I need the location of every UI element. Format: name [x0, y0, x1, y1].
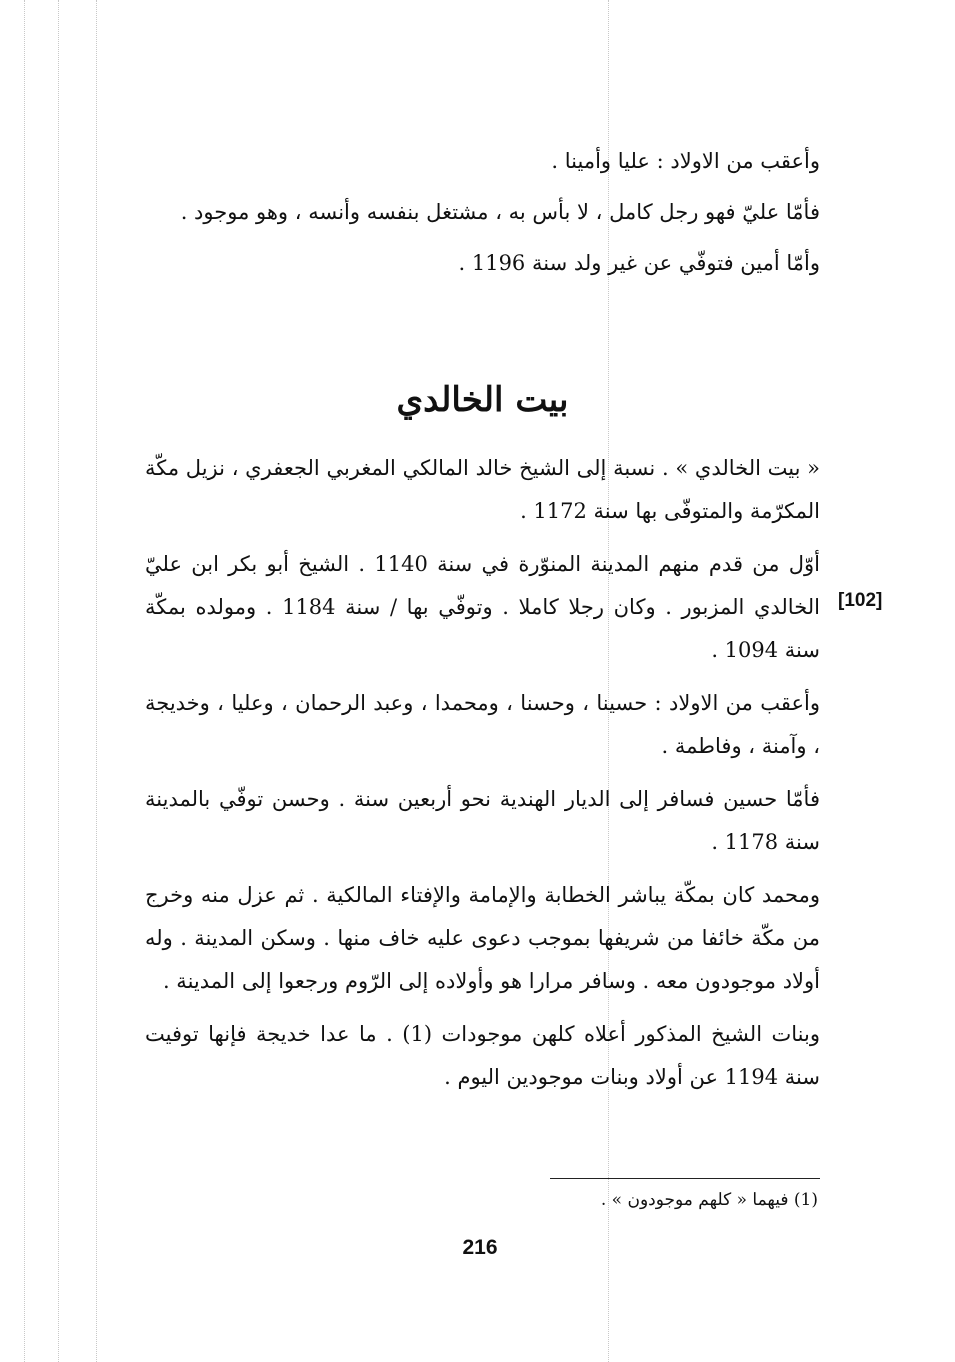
paragraph: ومحمد كان بمكّة يباشر الخطابة والإمامة والإفتاء المالكية . ثم عزل منه وخرج من مكّة خائفا من شريفها بموجب دعوى عليه خاف منها . وسكن المدينة . وله أولاد موجودون معه . وسافر مرارا هو وأولاده إلى الرّوم ورجعوا إلى المدينة . [145, 883, 820, 993]
text-block-top [145, 140, 820, 285]
paragraph: وأعقب من الاولاد : حسينا ، وحسنا ، ومحمدا ، وعبد الرحمان ، وعليا ، وخديجة ، وآمنة ، وفاطمة . [145, 691, 820, 758]
section-heading: بيت الخالدي [396, 380, 569, 420]
paragraph: وأعقب من الاولاد : عليا وأمينا . [551, 149, 820, 173]
guide-line [58, 0, 59, 1362]
paragraph: فأمّا عليّ فهو رجل كامل ، لا بأس به ، مشتغل بنفسه وأنسه ، وهو موجود . [180, 200, 820, 224]
margin-marker: [102] [838, 590, 883, 611]
paragraph: وأمّا أمين فتوفّي عن غير ولد سنة 1196 . [458, 251, 820, 275]
paragraph: وبنات الشيخ المذكور أعلاه كلهن موجودات (1) . ما عدا خديجة فإنها توفيت سنة 1194 عن أولاد وبنات موجودين اليوم . [145, 1022, 821, 1089]
paragraph: أوّل من قدم منهم المدينة المنوّرة في سنة 1140 . الشيخ أبو بكر ابن عليّ الخالدي المزبور . وكان رجلا كاملا . وتوفّي بها / سنة 1184 . ومولده بمكّة سنة 1094 . [145, 552, 821, 662]
paragraph: فأمّا حسين فسافر إلى الديار الهندية نحو أربعين سنة . وحسن توفّي بالمدينة سنة 1178 . [145, 787, 820, 854]
page-number: 216 [462, 1236, 498, 1259]
footnote: (1) فيهما « كلهم موجودون » . [600, 1190, 818, 1210]
footnote-rule [550, 1178, 820, 1179]
text-block-main [145, 447, 820, 1099]
paragraph: « بيت الخالدي » . نسبة إلى الشيخ خالد المالكي المغربي الجعفري ، نزيل مكّة المكرّمة والمتوفّى بها سنة 1172 . [145, 456, 820, 523]
guide-line [96, 0, 97, 1362]
guide-line [24, 0, 25, 1362]
